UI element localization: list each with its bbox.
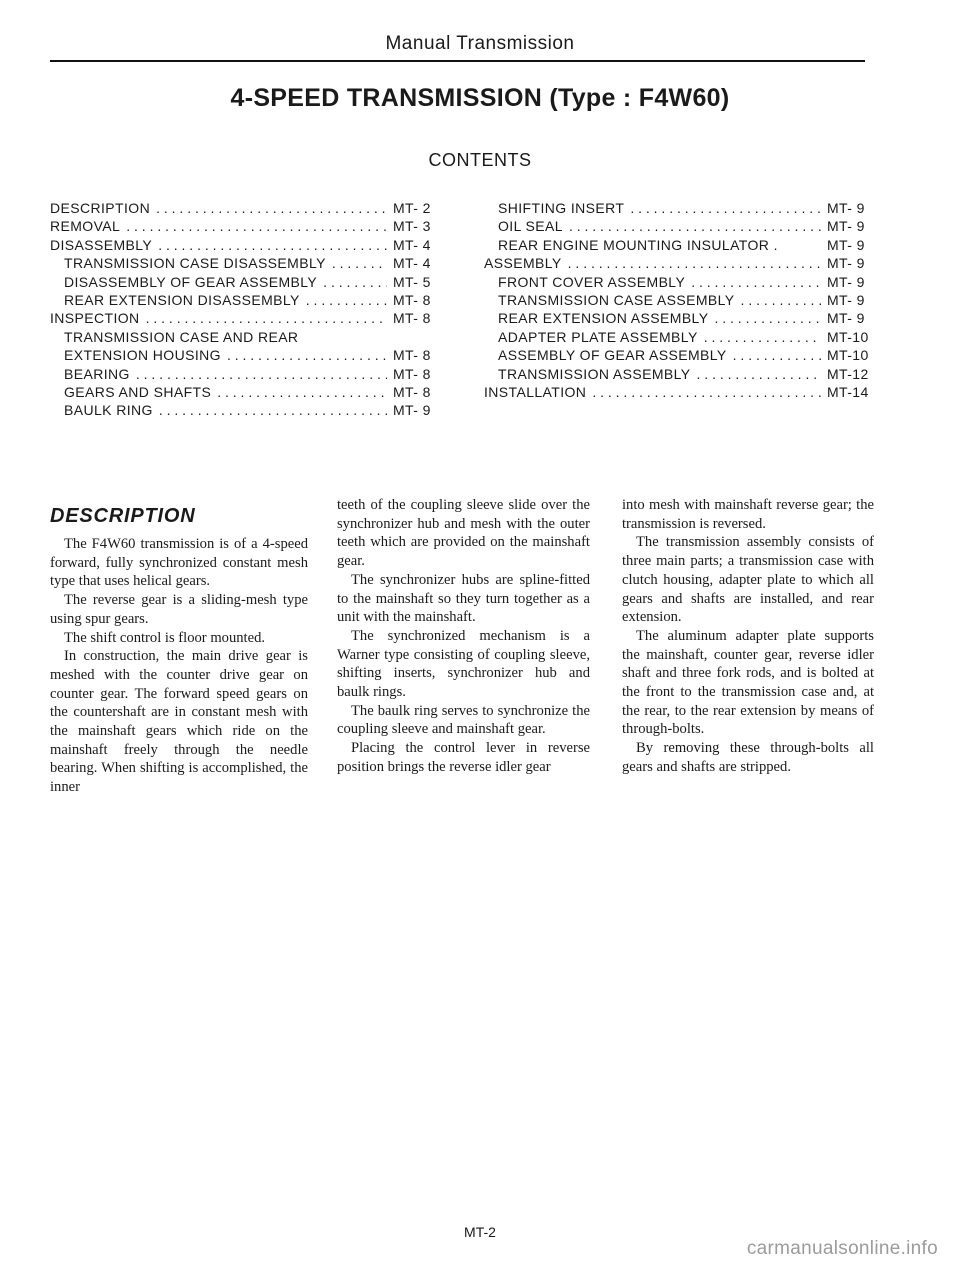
- toc-entry: INSPECTION . . . MT- 8: [50, 310, 445, 328]
- toc-entry: FRONT COVER ASSEMBLY . . . MT- 9: [484, 274, 879, 292]
- running-header: Manual Transmission: [385, 33, 575, 54]
- toc-entry: TRANSMISSION CASE DISASSEMBLY . . . MT- 4: [50, 255, 445, 273]
- body-column-3: [622, 496, 874, 777]
- toc-right-column: [484, 200, 879, 402]
- paragraph: By removing these through-bolts all gears and shafts are stripped.: [622, 740, 874, 775]
- paragraph: The baulk ring serves to synchronize the coupling sleeve and mainshaft gear.: [337, 702, 590, 738]
- toc-entry: REMOVAL . . . MT- 3: [50, 218, 445, 236]
- toc-entry: DISASSEMBLY . . . MT- 4: [50, 237, 445, 255]
- description-heading: DESCRIPTION: [50, 505, 196, 527]
- paragraph: In construction, the main drive gear is meshed with the counter drive gear on counter gear. The forward speed gears on the countershaft are in constant mesh with the mainshaft gears which ride on the mainshaft freely through the needle bearing. When shifting is accomplished, the inner: [50, 648, 308, 796]
- paragraph: into mesh with mainshaft reverse gear; the transmission is reversed.: [622, 497, 874, 532]
- toc-entry: TRANSMISSION ASSEMBLY . . . MT-12: [484, 366, 879, 384]
- contents-heading: CONTENTS: [428, 150, 532, 170]
- toc-entry: TRANSMISSION CASE AND REAR: [64, 328, 299, 345]
- watermark: carmanualsonline.info: [746, 1238, 938, 1259]
- body-column-2: [337, 496, 590, 777]
- toc-entry: REAR ENGINE MOUNTING INSULATOR . MT- 9: [498, 236, 865, 253]
- toc-entry: BEARING . . . MT- 8: [50, 366, 445, 384]
- paragraph: teeth of the coupling sleeve slide over the synchronizer hub and mesh with the outer teeth which are provided on the mainshaft gear.: [337, 497, 590, 570]
- document-title: 4-SPEED TRANSMISSION (Type : F4W60): [230, 84, 730, 112]
- toc-entry: GEARS AND SHAFTS . . . MT- 8: [50, 384, 445, 402]
- paragraph: The synchronizer hubs are spline-fitted to the mainshaft so they turn together as a unit with the mainshaft.: [337, 571, 590, 626]
- toc-left-column: [50, 200, 445, 421]
- paragraph: The transmission assembly consists of three main parts; a transmission case with clutch housing, adapter plate to which all gears and shafts are installed, and rear extension.: [622, 534, 874, 626]
- toc-entry: SHIFTING INSERT . . . MT- 9: [484, 200, 879, 218]
- toc-entry: DESCRIPTION . . . MT- 2: [50, 200, 445, 218]
- body-column-1: [50, 535, 308, 797]
- toc-entry: REAR EXTENSION DISASSEMBLY . . . MT- 8: [50, 292, 445, 310]
- toc-entry: ASSEMBLY . . . MT- 9: [484, 255, 879, 273]
- paragraph: The synchronized mechanism is a Warner type consisting of coupling sleeve, shifting inserts, synchronizer hub and baulk rings.: [337, 627, 590, 701]
- paragraph: Placing the control lever in reverse position brings the reverse idler gear: [337, 740, 590, 775]
- toc-entry: REAR EXTENSION ASSEMBLY . . . MT- 9: [484, 310, 879, 328]
- toc-entry: INSTALLATION . . . MT-14: [484, 384, 879, 402]
- toc-entry: EXTENSION HOUSING . . . MT- 8: [50, 347, 445, 365]
- paragraph: The shift control is floor mounted.: [64, 629, 266, 646]
- toc-entry: ASSEMBLY OF GEAR ASSEMBLY . . . MT-10: [484, 347, 879, 365]
- toc-entry: OIL SEAL . . . MT- 9: [484, 218, 879, 236]
- toc-entry: BAULK RING . . . MT- 9: [50, 402, 445, 420]
- toc-entry: ADAPTER PLATE ASSEMBLY . . . MT-10: [484, 329, 879, 347]
- toc-entry: TRANSMISSION CASE ASSEMBLY . . . MT- 9: [484, 292, 879, 310]
- paragraph: The aluminum adapter plate supports the mainshaft, counter gear, reverse idler shaft and three fork rods, and is bolted at the front to the transmission case and, at the rear, to the rear extension by means of through-bolts.: [622, 627, 874, 738]
- paragraph: The F4W60 transmission is of a 4-speed forward, fully synchronized constant mesh type that uses helical gears.: [50, 536, 308, 590]
- toc-entry: DISASSEMBLY OF GEAR ASSEMBLY . . . MT- 5: [50, 274, 445, 292]
- paragraph: The reverse gear is a sliding-mesh type using spur gears.: [50, 592, 308, 627]
- header-rule: [50, 60, 865, 62]
- page-number: MT-2: [464, 1224, 496, 1240]
